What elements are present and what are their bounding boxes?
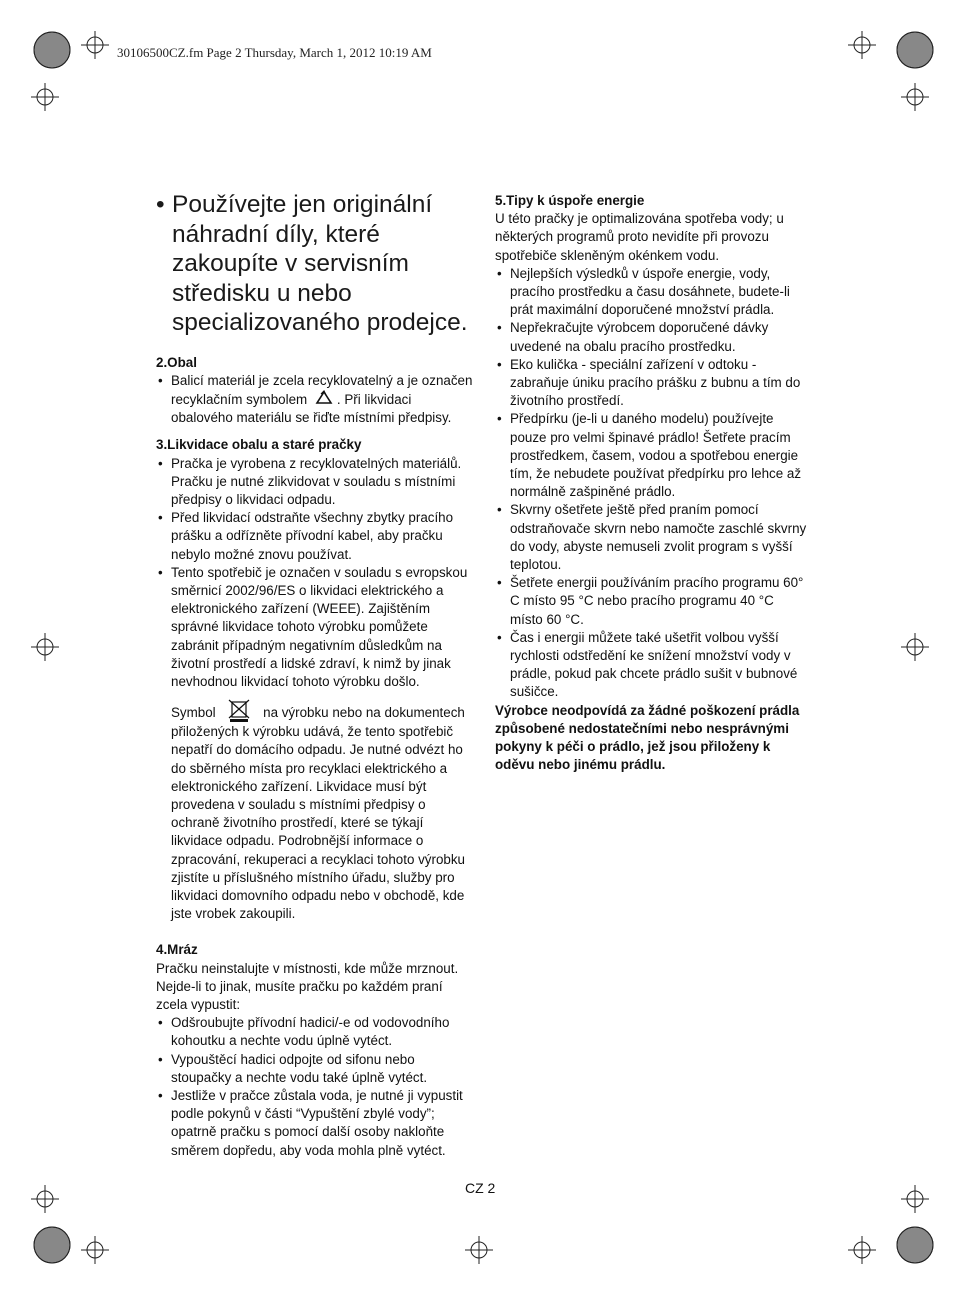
list-item: • Pračka je vyrobena z recyklovatelných materiálů. Pračku je nutné zlikvidovat v souladu s místními předpisy o likvidaci odpadu. [156, 455, 476, 510]
crosshair-icon [901, 633, 929, 661]
list-item: • Odšroubujte přívodní hadici/-e od vodovodního kohoutku a nechte vodu úplně vytéct. [156, 1014, 476, 1050]
section-4-intro: Pračku neinstalujte v místnosti, kde může mrznout. Nejde-li to jinak, musíte pračku po každém praní zcela vypustit: [156, 960, 459, 1012]
section-4-title: 4.Mráz [156, 942, 198, 958]
list-item: • Předpírku (je-li u daného modelu) používejte pouze pro velmi špinavé prádlo! Šetřete pracím prostředkem, časem, vodou a spotřebou energie tím, že nebudete používat předpírku pro lehce až normálně zašpiněné prádlo. [495, 410, 810, 501]
page-number: CZ 2 [465, 1180, 496, 1196]
symbol-label: Symbol [171, 705, 216, 721]
original-parts-text: Používejte jen originální náhradní díly, které zakoupíte v servisním středisku u nebo specializovaného prodejce. [172, 191, 468, 336]
packaging-text-start: Balicí materiál je zcela recyklovatelný a je označen recyklačním symbolem [171, 372, 473, 407]
crossed-bin-icon [221, 699, 257, 723]
starburst-mark-icon [897, 32, 933, 68]
list-item [156, 372, 476, 428]
left-column [156, 190, 476, 1160]
right-column [495, 192, 810, 775]
crosshair-icon [848, 31, 876, 59]
weee-text: na výrobku nebo na dokumentech přiložených k výrobku udává, že tento spotřebič nepatří do domácího odpadu. Je nutné odvézt ho do sběrného místa pro recyklaci elektrického a elektronického zařízení. Likvidace musí být provedena v souladu s místními předpisy o ochraně životního prostředí, které se týkají likvidace odpadu. Podrobnější informace o zpracování, rekuperaci a recyklaci tohoto výrobku zjistíte u příslušného místního úřadu, služby pro likvidaci domovního odpadu nebo v obchodě, kde jste vrobek zakoupili. [171, 705, 465, 922]
section-5-title: 5.Tipy k úspoře energie [495, 193, 645, 208]
list-item: • Šetřete energii používáním pracího programu 60° C místo 95 °C nebo pracího programu 40 °C místo 60 °C. [495, 574, 810, 629]
list-item: • Jestliže v pračce zůstala voda, je nutné ji vypustit podle pokynů v části “Vypuštění zbylé vody”; opatrně pračku s pomocí další osoby nakloňte směrem dopředu, aby voda mohla plně vytéct. [156, 1087, 476, 1160]
list-item: • Skvrny ošetřete ještě před praním pomocí odstraňovače skvrn nebo namočte zaschlé skvrny do vody, abyste nemuseli zvolit program s vyšší teplotou. [495, 501, 810, 574]
crosshair-icon [31, 83, 59, 111]
bullet-icon: • [156, 191, 165, 218]
weee-paragraph [156, 699, 476, 923]
crosshair-icon [901, 1185, 929, 1213]
file-header: 30106500CZ.fm Page 2 Thursday, March 1, 2012 10:19 AM [117, 45, 432, 60]
section-2-title: 2.Obal [156, 354, 197, 370]
section-3-list [156, 455, 476, 692]
starburst-mark-icon [34, 32, 70, 68]
packaging-text-end: . Při likvidaci obalového materiálu se řiďte místními předpisy. [171, 391, 452, 426]
crosshair-icon [465, 1236, 493, 1264]
crosshair-icon [848, 1236, 876, 1264]
section-5-list [495, 265, 810, 702]
list-item: • Vypouštěcí hadici odpojte od sifonu nebo stoupačky a nechte vodu také úplně vytéct. [156, 1051, 476, 1087]
section-4-list [156, 1014, 476, 1160]
crosshair-icon [31, 1185, 59, 1213]
starburst-mark-icon [34, 1227, 70, 1263]
list-item: • Eko kulička - speciální zařízení v odtoku - zabraňuje úniku pracího prášku z bubnu a tím do životního prostředí. [495, 356, 810, 411]
crosshair-icon [31, 633, 59, 661]
crosshair-icon [81, 31, 109, 59]
original-parts-bullet [156, 190, 476, 338]
crosshair-icon [81, 1236, 109, 1264]
crosshair-icon [901, 83, 929, 111]
section-5-intro: U této pračky je optimalizována spotřeba vody; u některých programů proto nevidíte při provozu spotřebiče skleněným okénkem vodu. [495, 211, 784, 263]
recycle-icon [311, 390, 337, 408]
section-3-title: 3.Likvidace obalu a staré pračky [156, 437, 362, 453]
list-item: • Nepřekračujte výrobcem doporučené dávky uvedené na obalu pracího prostředku. [495, 319, 810, 355]
list-item: • Nejlepších výsledků v úspoře energie, vody, pracího prostředku a času dosáhnete, budete-li prát maximální doporučené množství prádla. [495, 265, 810, 320]
section-2-list [156, 372, 476, 428]
list-item: • Čas i energii můžete také ušetřit volbou vyšší rychlosti odstředění ke snížení množství vody v prádle, pokud pak chcete prádlo sušit v bubnové sušičce. [495, 629, 810, 702]
list-item: • Tento spotřebič je označen v souladu s evropskou směrnicí 2002/96/ES o likvidaci elektrického a elektronického zařízení (WEEE). Zajištěním správné likvidace tohoto výrobku pomůžete zabránit případným negativním důsledkům na životní prostředí a lidské zdraví, k nimž by jinak nevhodnou likvidací tohoto výrobku došlo. [156, 564, 476, 691]
list-item: • Před likvidací odstraňte všechny zbytky pracího prášku a odřízněte přívodní kabel, aby pračku nebylo možné znovu používat. [156, 509, 476, 564]
manufacturer-disclaimer: Výrobce neodpovídá za žádné poškození prádla způsobené nedostatečními nebo nesprávnými pokyny k péči o prádlo, jež jsou přiloženy k oděvu nebo jinému prádlu. [495, 702, 800, 773]
starburst-mark-icon [897, 1227, 933, 1263]
